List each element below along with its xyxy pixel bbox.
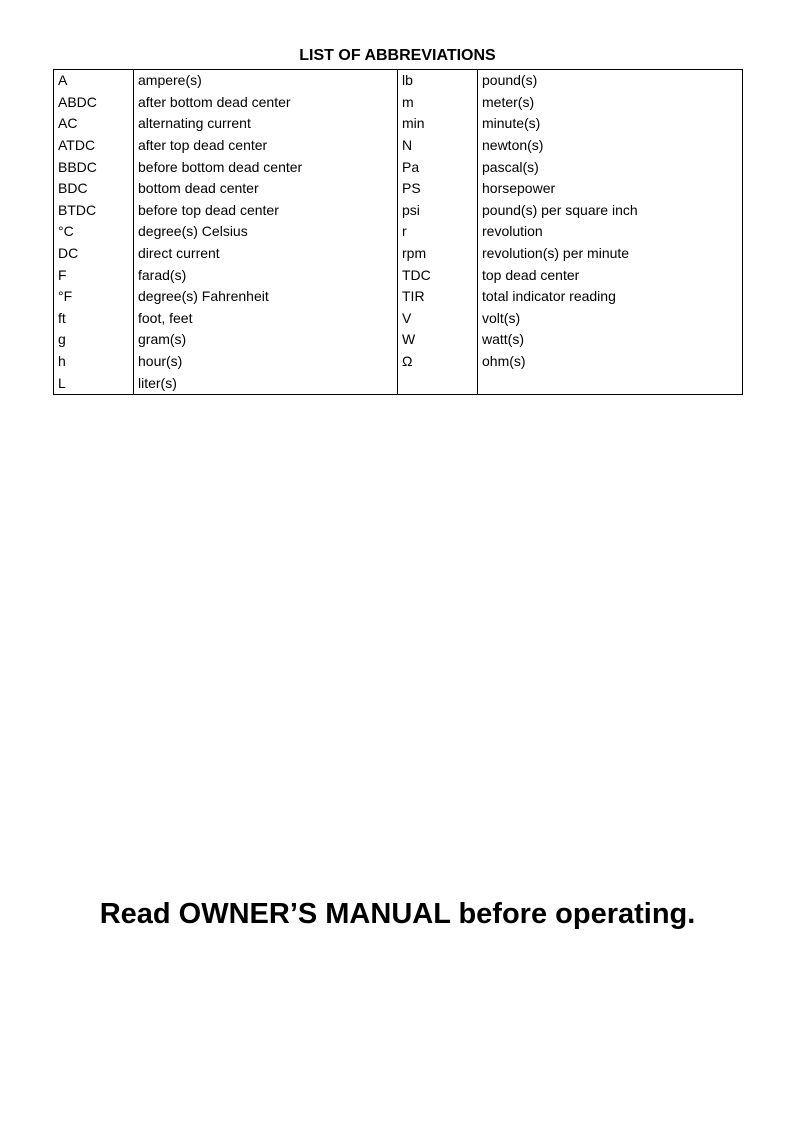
abbreviation-cell: DC (54, 243, 134, 265)
table-row (54, 308, 743, 330)
meaning-cell: after bottom dead center (134, 92, 398, 114)
meaning-cell: top dead center (482, 266, 580, 283)
meaning-cell: pascal(s) (482, 158, 539, 175)
meaning-cell: direct current (134, 243, 398, 265)
page-title: LIST OF ABBREVIATIONS (299, 47, 496, 64)
meaning-cell: ohm(s) (482, 353, 526, 370)
abbreviation-cell: AC (54, 113, 134, 135)
abbreviation-cell: min (398, 113, 478, 135)
abbreviation-cell: BBDC (54, 156, 134, 178)
meaning-cell: farad(s) (134, 264, 398, 286)
abbreviation-cell: Ω (398, 351, 478, 373)
abbreviation-cell: BDC (54, 178, 134, 200)
meaning-cell: liter(s) (134, 372, 398, 394)
abbreviation-cell: W (398, 329, 478, 351)
table-row (54, 156, 743, 178)
table-row (54, 113, 743, 135)
meaning-cell (478, 372, 743, 394)
abbreviation-cell: m (398, 92, 478, 114)
meaning-cell: degree(s) Fahrenheit (134, 286, 398, 308)
meaning-cell: pound(s) (482, 72, 538, 89)
meaning-cell: gram(s) (134, 329, 398, 351)
table-row (54, 372, 743, 394)
table-row (54, 178, 743, 200)
abbreviation-cell: PS (398, 178, 478, 200)
abbreviation-cell: ATDC (54, 135, 134, 157)
meaning-cell: total indicator reading (482, 288, 616, 305)
meaning-cell: minute(s) (482, 115, 541, 132)
table-row (54, 221, 743, 243)
meaning-cell: degree(s) Celsius (134, 221, 398, 243)
meaning-cell: watt(s) (482, 331, 524, 348)
meaning-cell: ampere(s) (134, 70, 398, 92)
table-row (54, 329, 743, 351)
abbreviation-cell: psi (398, 200, 478, 222)
table-row (54, 135, 743, 157)
meaning-cell: hour(s) (134, 351, 398, 373)
abbreviation-cell: °C (54, 221, 134, 243)
abbreviation-cell: g (54, 329, 134, 351)
abbreviation-cell: F (54, 264, 134, 286)
abbreviations-table-body (54, 70, 743, 395)
meaning-cell: pound(s) per square inch (482, 201, 638, 218)
abbreviations-table (53, 69, 743, 395)
abbreviation-cell: TDC (398, 264, 478, 286)
table-row (54, 351, 743, 373)
abbreviation-cell: r (398, 221, 478, 243)
table-row (54, 264, 743, 286)
abbreviation-cell: L (54, 372, 134, 394)
meaning-cell: foot, feet (134, 308, 398, 330)
meaning-cell: volt(s) (482, 309, 521, 326)
meaning-cell: revolution (482, 223, 543, 240)
abbreviation-cell: ft (54, 308, 134, 330)
abbreviation-cell: TIR (398, 286, 478, 308)
table-row (54, 286, 743, 308)
meaning-cell: before top dead center (134, 200, 398, 222)
meaning-cell: revolution(s) per minute (482, 245, 630, 262)
meaning-cell: bottom dead center (134, 178, 398, 200)
abbreviation-cell: N (398, 135, 478, 157)
abbreviation-cell: lb (398, 70, 478, 92)
meaning-cell: alternating current (134, 113, 398, 135)
meaning-cell: after top dead center (134, 135, 398, 157)
abbreviation-cell: ABDC (54, 92, 134, 114)
abbreviation-cell (398, 372, 478, 394)
abbreviation-cell: V (398, 308, 478, 330)
meaning-cell: horsepower (482, 180, 556, 197)
meaning-cell: meter(s) (482, 93, 535, 110)
table-row (54, 243, 743, 265)
table-row (54, 92, 743, 114)
meaning-cell: before bottom dead center (134, 156, 398, 178)
abbreviation-cell: A (54, 70, 134, 92)
owners-manual-notice: Read OWNER’S MANUAL before operating. (99, 898, 696, 930)
abbreviation-cell: BTDC (54, 200, 134, 222)
table-row (54, 70, 743, 92)
abbreviation-cell: Pa (398, 156, 478, 178)
abbreviation-cell: °F (54, 286, 134, 308)
table-row (54, 200, 743, 222)
abbreviation-cell: h (54, 351, 134, 373)
abbreviation-cell: rpm (398, 243, 478, 265)
meaning-cell: newton(s) (482, 137, 544, 154)
